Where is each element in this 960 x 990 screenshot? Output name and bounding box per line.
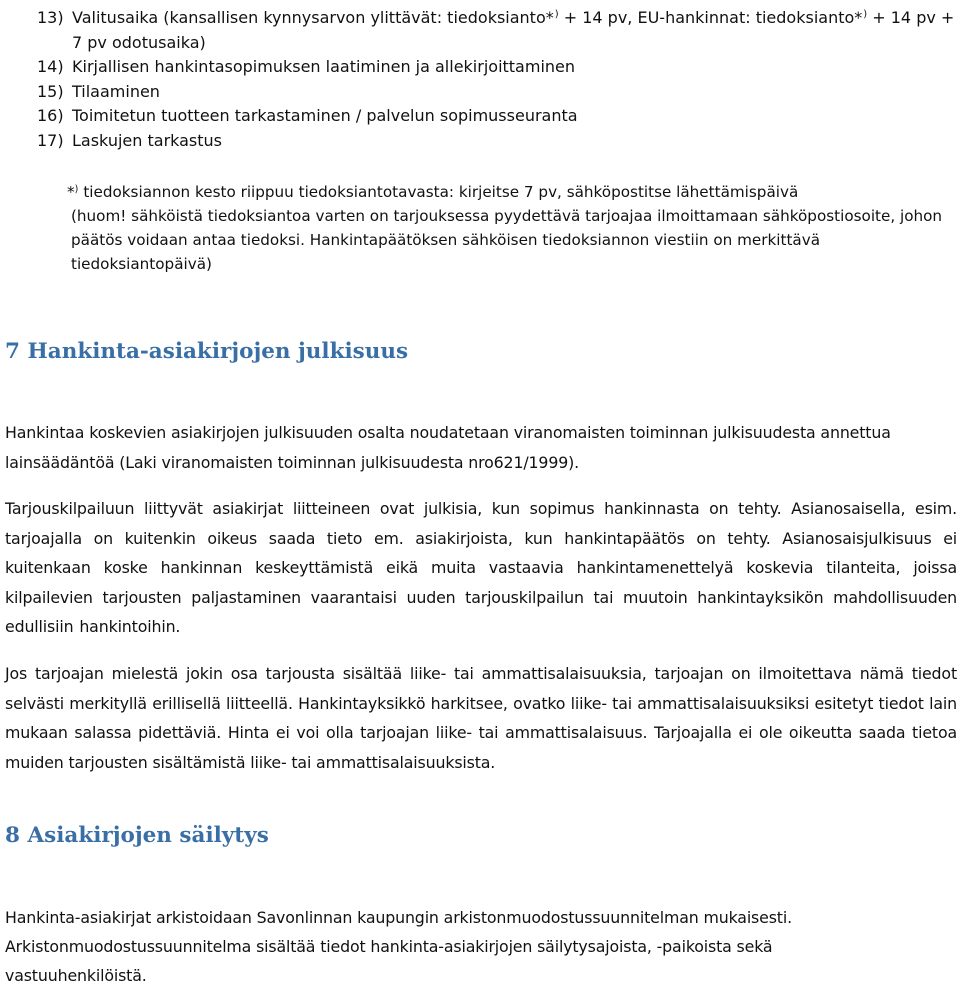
list-item-number: 17) xyxy=(37,130,64,150)
list-item-text: Valitusaika (kansallisen kynnysarvon ylittävät: tiedoksianto*) + 14 pv, EU-hankinnat: tiedoksianto*) + 14 pv + 7 pv odotusaika) xyxy=(72,8,955,52)
footnote-marker: * xyxy=(67,183,75,201)
list-item-text: Toimitetun tuotteen tarkastaminen / palvelun sopimusseuranta xyxy=(72,106,578,125)
list-item xyxy=(0,6,960,55)
footnote xyxy=(67,180,951,276)
list-item-text: Kirjallisen hankintasopimuksen laatiminen ja allekirjoittaminen xyxy=(72,57,576,76)
list-item-text: Tilaaminen xyxy=(72,81,160,101)
footnote-line: (huom! sähköistä tiedoksiantoa varten on tarjouksessa pyydettävä tarjoajaa ilmoittamaan sähköpostiosoite, johon xyxy=(71,207,943,225)
section-8-line: Arkistonmuodostussuunnitelma sisältää tiedot hankinta-asiakirjojen säilytysajoista, -paikoista sekä xyxy=(5,937,773,956)
list-item-number: 15) xyxy=(37,81,64,101)
list-item-number: 16) xyxy=(37,106,64,125)
footnote-line: päätös voidaan antaa tiedoksi. Hankintapäätöksen sähköisen tiedoksiannon viestiin on merkittävä xyxy=(71,231,821,249)
section-7-paragraph-1: Hankintaa koskevien asiakirjojen julkisuuden osalta noudatetaan viranomaisten toiminnan julkisuudesta annettua lainsäädäntöä (Laki viranomaisten toiminnan julkisuudesta nro621/1999). xyxy=(5,423,891,472)
section-8-heading: 8 Asiakirjojen säilytys xyxy=(5,823,269,848)
section-7-paragraph-3: Jos tarjoajan mielestä jokin osa tarjousta sisältää liike- tai ammattisalaisuuksia, tarjoajan on ilmoitettava nämä tiedot selvästi merkityllä erillisellä liitteellä. Hankintayksikkö harkitsee, ovatko liike- tai ammattisalaisuuksiksi esitetyt tiedot lain mukaan salassa pidettäviä. Hinta ei voi olla tarjoajan liike- tai ammattisalaisuus. Tarjoajalla ei ole oikeutta saada tietoa muiden tarjousten sisältämistä liike- tai ammattisalaisuuksista. xyxy=(5,664,957,772)
section-7-heading: 7 Hankinta-asiakirjojen julkisuus xyxy=(5,339,409,364)
list-item xyxy=(0,80,960,105)
list-item-number: 14) xyxy=(37,57,64,76)
list-item xyxy=(0,55,960,80)
footnote-line: *) tiedoksiannon kesto riippuu tiedoksiantotavasta: kirjeitse 7 pv, sähköpostitse lähettämispäivä xyxy=(67,183,799,201)
list-item-text: Laskujen tarkastus xyxy=(72,130,223,150)
section-8-line: Hankinta-asiakirjat arkistoidaan Savonlinnan kaupungin arkistonmuodostussuunnitelman mukaisesti. xyxy=(5,908,792,927)
list-item-number: 13) xyxy=(37,8,64,27)
footnote-line: tiedoksiantopäivä) xyxy=(71,255,212,273)
list-item xyxy=(0,129,960,154)
section-8-paragraph xyxy=(5,903,957,990)
section-8-line: vastuuhenkilöistä. xyxy=(5,966,147,985)
procurement-steps-list xyxy=(0,6,960,153)
section-7-paragraph-2: Tarjouskilpailuun liittyvät asiakirjat liitteineen ovat julkisia, kun sopimus hankinnasta on tehty. Asianosaisella, esim. tarjoajalla on kuitenkin oikeus saada tieto em. asiakirjoista, kun hankintapäätös on tehty. Asianosaisjulkisuus ei kuitenkaan koske hankinnan keskeyttämistä eikä muita vastaavia hankintamenettelyä koskevia tilanteita, joissa kilpailevien tarjousten paljastaminen vaarantaisi uuden tarjouskilpailun tai muutoin hankintayksikön mahdollisuuden edullisiin hankintoihin. xyxy=(5,499,957,636)
footnote-marker-sup: ) xyxy=(74,184,79,195)
list-item xyxy=(0,104,960,129)
